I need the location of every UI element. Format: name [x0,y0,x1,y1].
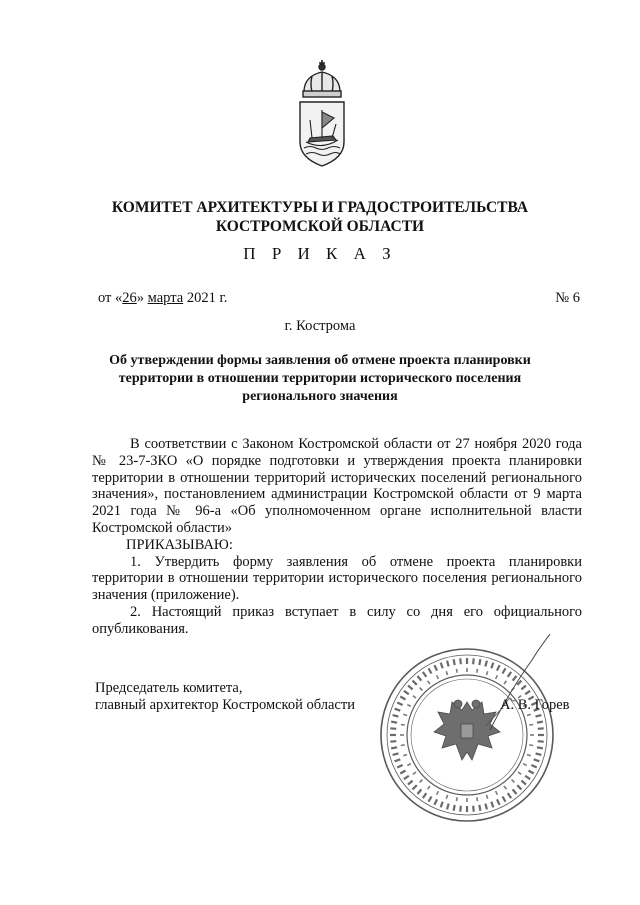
seal-mark [413,772,416,774]
seal-mark [397,702,402,705]
seal-mark [408,781,413,785]
date-mid: » [136,290,148,306]
seal-mark [525,776,530,779]
seal-mark [517,785,521,789]
seal-mark [428,786,430,789]
seal-mark [395,759,401,761]
order-city: г. Кострома [284,318,356,334]
seal-mark [536,753,542,755]
seal-mark [390,728,396,729]
committee-line-1: КОМИТЕТ АРХИТЕКТУРЫ И ГРАДОСТРОИТЕЛЬСТВА [111,199,529,216]
seal-mark [420,780,423,783]
seal-mark [401,745,405,746]
seal-mark [397,765,402,768]
date-day: 26 [122,290,137,306]
seal-mark [437,791,439,795]
date-year: 2021 г. [183,290,228,306]
subject-line-1: Об утверждении формы заявления об отмене проекта планировки [109,353,531,368]
seal-mark [531,765,536,768]
seal-mark [434,799,437,804]
seal-mark [496,791,498,795]
seal-mark [523,764,527,766]
body-item-2: 2. Настоящий приказ вступает в силу со дня его официального опубликования. [92,603,582,637]
seal-mark [393,753,399,755]
seal-mark [513,789,517,794]
seal-mark [418,789,422,794]
seal-mark [413,696,416,698]
seal-mark [534,759,540,761]
seal-mark [404,776,409,779]
seal-mark [477,797,478,801]
seal-mark [527,754,531,755]
kostroma-coat-of-arms-icon [290,58,354,170]
subject-line-3: регионального значения [242,389,398,404]
seal-mark [403,754,407,755]
seal-mark [447,804,449,810]
body-item-1: 1. Утвердить форму заявления об отмене проекта планировки территории в отношении территории исторического поселения регионального значения (приложение). [92,553,582,604]
handwritten-signature-icon [420,630,560,740]
order-date [98,290,227,307]
order-body [92,436,582,638]
seal-mark [404,691,409,694]
committee-line-2: КОСТРОМСКОЙ ОБЛАСТИ [215,218,425,235]
seal-mark [529,745,533,746]
seal-mark [521,781,526,785]
seal-mark [395,709,401,711]
seal-mark [537,747,543,748]
committee-name [60,198,580,236]
body-preamble: В соответствии с Законом Костромской области от 27 ноября 2020 года № 23-7-ЗКО «О порядке подготовки и утверждения проекта планировки территории в отношении территорий исторических поселений регионального значения», постановлением администрации Костромской области от 9 марта 2021 года № 96-а «Об уполномоченном органе исполнительной власти Костромской области» [92,436,582,536]
position-line-2: главный архитектор Костромской области [95,697,355,713]
order-number: № 6 [555,290,580,306]
seal-mark [518,772,521,774]
seal-mark [408,686,413,690]
seal-mark [413,681,417,685]
subject-line-2: территории в отношении территории исторического поселения [118,371,522,386]
seal-mark [504,786,506,789]
seal-mark [423,793,426,798]
seal-mark [457,797,458,801]
seal-mark [403,714,407,715]
seal-mark [538,741,544,742]
order-title: П Р И К А З [243,244,397,263]
seal-mark [429,796,432,801]
seal-mark [454,805,455,811]
seal-mark [479,805,480,811]
seal-mark [391,722,397,723]
seal-mark [486,795,487,799]
seal-mark [413,785,417,789]
seal-mark [407,705,411,707]
seal-mark [391,747,397,748]
seal-mark [460,806,461,812]
seal-mark [485,804,487,810]
seal-mark [400,771,405,774]
seal-mark [497,799,500,804]
seal-mark [512,780,515,783]
body-decree: ПРИКАЗЫВАЮ: [126,536,233,553]
seal-mark [407,764,411,766]
seal-mark [503,796,506,801]
seal-mark [401,725,405,726]
seal-mark [473,806,474,812]
seal-mark [508,793,511,798]
seal-mark [491,802,493,808]
seal-mark [446,795,447,799]
seal-mark [400,697,405,700]
date-prefix: от « [98,290,123,306]
seal-mark [393,715,399,717]
position-line-1: Председатель комитета, [95,680,243,696]
date-month: марта [147,290,184,306]
seal-mark [441,802,443,808]
signatory-position [95,680,355,714]
order-subject [100,352,540,406]
signatory-name: А. В. Горев [500,697,570,713]
seal-mark [528,771,533,774]
seal-mark [390,741,396,742]
